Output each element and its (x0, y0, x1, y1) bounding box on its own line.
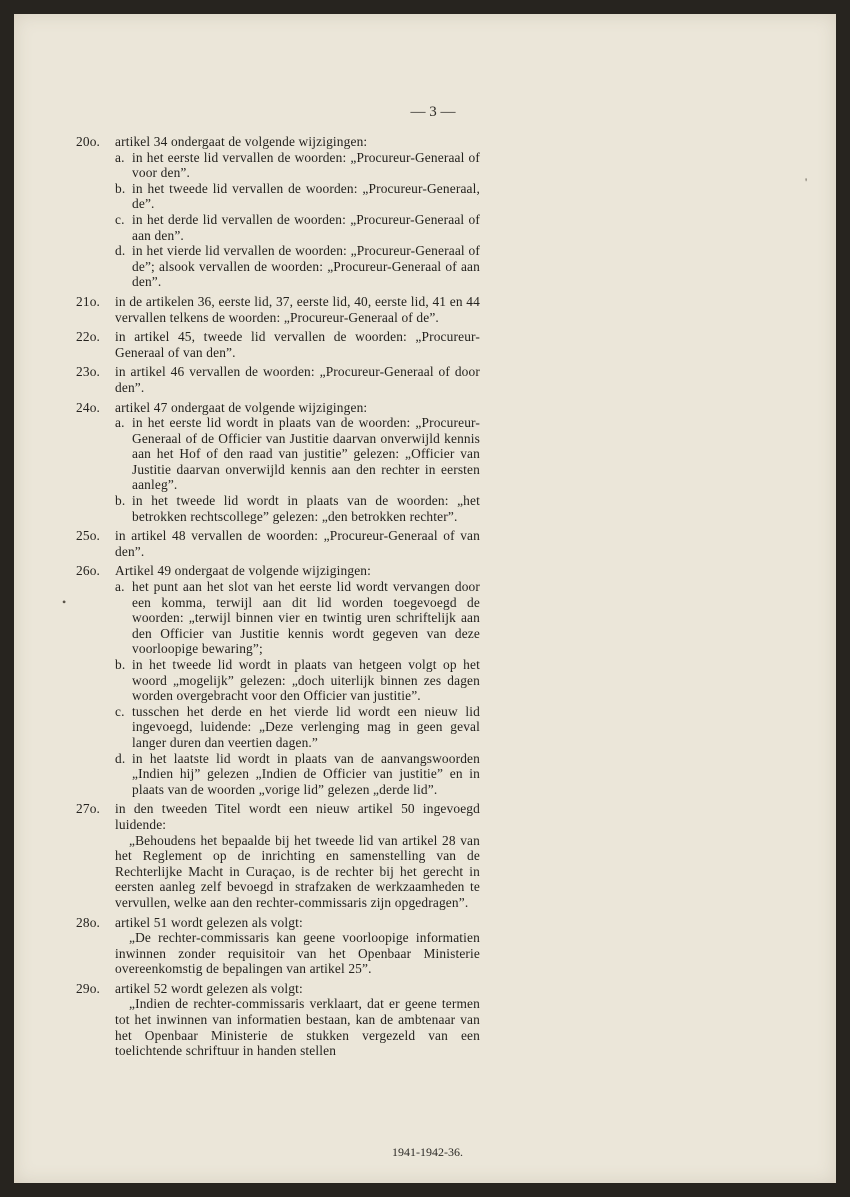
item-number: 20o. (76, 134, 101, 149)
sub-item-text: tusschen het derde en het vierde lid wordt een nieuw lid ingevoegd, luidende: „Deze verlenging mag in geen geval langer duren dan veertien dagen.” (132, 703, 480, 750)
item-number: 29o. (76, 980, 101, 996)
item-number: 27o. (76, 801, 101, 817)
document-footer: 1941-1942-36. (392, 1145, 463, 1159)
sub-item (115, 657, 480, 704)
item-body (115, 563, 480, 797)
item-text: artikel 47 ondergaat de volgende wijzigingen: (115, 399, 368, 415)
sub-item-text: in het laatste lid wordt in plaats van de aanvangswoorden „Indien hij” gelezen „Indien de Officier van justitie” en in plaats van de woorden „vorige lid” gelezen „derde lid”. (132, 750, 480, 797)
item-body (115, 801, 480, 910)
item-text: artikel 51 wordt gelezen als volgt: (115, 914, 303, 930)
sub-item (115, 579, 480, 657)
article-item (76, 364, 480, 395)
sub-item (115, 415, 480, 493)
item-number: 23o. (76, 364, 101, 380)
article-item (76, 801, 480, 910)
item-body (115, 528, 480, 559)
item-text: artikel 52 wordt gelezen als volgt: (115, 980, 303, 996)
sub-item-text: in het derde lid vervallen de woorden: „Procureur-Generaal of aan den”. (132, 211, 480, 243)
quoted-text: „Behoudens het bepaalde bij het tweede lid van artikel 28 van het Reglement op de inrichting en samenstelling van de Rechterlijke Macht in Curaçao, is de rechter bij het gerecht in eersten aanleg zelf bevoegd in strafzaken de werkzaamheden te vervullen, welke aan den rechter-commissaris zijn opgedragen”. (115, 832, 480, 910)
sub-item-letter: a. (115, 415, 125, 431)
item-body (115, 329, 480, 360)
sub-item-letter: a. (115, 579, 125, 595)
item-body (115, 915, 480, 977)
article-item (76, 400, 480, 525)
sub-item (115, 212, 480, 243)
item-number: 24o. (76, 399, 101, 415)
sub-item (115, 751, 480, 798)
sub-item-letter: b. (115, 657, 126, 672)
item-text: Artikel 49 ondergaat de volgende wijzigingen: (115, 563, 372, 579)
item-body (115, 294, 480, 325)
item-text: artikel 34 ondergaat de volgende wijzigingen: (115, 134, 368, 149)
sub-item-text: het punt aan het slot van het eerste lid wordt vervangen door een komma, terwijl aan dit lid worden toegevoegd de woorden: „terwijl binnen vier en twintig uren schriftelijk aan den Officier van Justitie kennis wordt gegeven van deze voorloopige bewaring”; (132, 579, 480, 657)
sub-item-letter: b. (115, 493, 126, 509)
ink-tick-mark: ' (805, 175, 808, 189)
item-body (115, 134, 480, 290)
document-page (14, 14, 836, 1183)
sub-item-text: in het eerste lid vervallen de woorden: „Procureur-Generaal of voor den”. (132, 149, 480, 181)
item-number: 26o. (76, 563, 101, 579)
sub-item (115, 493, 480, 524)
item-number: 22o. (76, 329, 101, 345)
item-text: in artikel 45, tweede lid vervallen de woorden: „Procureur-Generaal of van den”. (115, 329, 480, 360)
item-body (115, 981, 480, 1059)
article-item (76, 134, 480, 290)
item-body (115, 400, 480, 525)
item-text: in de artikelen 36, eerste lid, 37, eerste lid, 40, eerste lid, 41 en 44 vervallen telkens de woorden: „Procureur-Generaal of de”. (115, 293, 480, 325)
quoted-text: „De rechter-commissaris kan geene voorloopige informatien inwinnen zonder requisitoir van het Openbaar Ministerie overeenkomstig de bepalingen van artikel 25”. (115, 930, 480, 977)
item-text: in artikel 48 vervallen de woorden: „Procureur-Generaal of van den”. (115, 528, 480, 559)
sub-item (115, 181, 480, 212)
sub-item-letter: d. (115, 750, 126, 766)
item-text: in den tweeden Titel wordt een nieuw artikel 50 ingevoegd luidende: (115, 801, 480, 832)
sub-item-text: in het tweede lid vervallen de woorden: „Procureur-Generaal, de”. (132, 180, 480, 212)
sub-item (115, 150, 480, 181)
ink-dot-mark: • (62, 595, 67, 609)
sub-item-text: in het tweede lid wordt in plaats van hetgeen volgt op het woord „mogelijk” gelezen: „doch uiterlijk binnen zes dagen worden overgebracht voor den Officier van justitie”. (132, 657, 480, 704)
article-item (76, 528, 480, 559)
item-number: 25o. (76, 528, 101, 544)
item-number: 21o. (76, 293, 101, 309)
article-item (76, 915, 480, 977)
article-list (76, 134, 480, 1063)
sub-item-letter: b. (115, 180, 126, 196)
quoted-text: „Indien de rechter-commissaris verklaart, dat er geene termen tot het inwinnen van informatien bestaan, kan de ambtenaar van het Openbaar Ministerie de stukken vergezeld van een toelichtende schriftuur in handen stellen (115, 996, 480, 1059)
sub-item-letter: a. (115, 149, 125, 165)
sub-item-letter: d. (115, 243, 126, 259)
item-text: in artikel 46 vervallen de woorden: „Procureur-Generaal of door den”. (115, 364, 480, 395)
sub-item-letter: c. (115, 211, 125, 227)
sub-item-text: in het eerste lid wordt in plaats van de woorden: „Procureur-Generaal of de Officier van Justitie daarvan onverwijld kennis aan het Hof of den raad van justitie” gelezen: „Officier van Justitie daarvan onverwijld kennis aan den rechter in eersten aanleg”. (132, 415, 480, 493)
item-body (115, 364, 480, 395)
item-number: 28o. (76, 914, 101, 930)
article-item (76, 563, 480, 797)
article-item (76, 981, 480, 1059)
article-item (76, 329, 480, 360)
sub-item-text: in het tweede lid wordt in plaats van de woorden: „het betrokken rechtscollege” gelezen: „den betrokken rechter”. (132, 493, 480, 524)
sub-item (115, 243, 480, 290)
sub-item (115, 704, 480, 751)
article-item (76, 294, 480, 325)
page-number: — 3 — (410, 104, 456, 120)
sub-item-text: in het vierde lid vervallen de woorden: „Procureur-Generaal of de”; alsook vervallen de woorden: „Procureur-Generaal of aan den”. (132, 243, 480, 290)
sub-item-letter: c. (115, 703, 125, 719)
